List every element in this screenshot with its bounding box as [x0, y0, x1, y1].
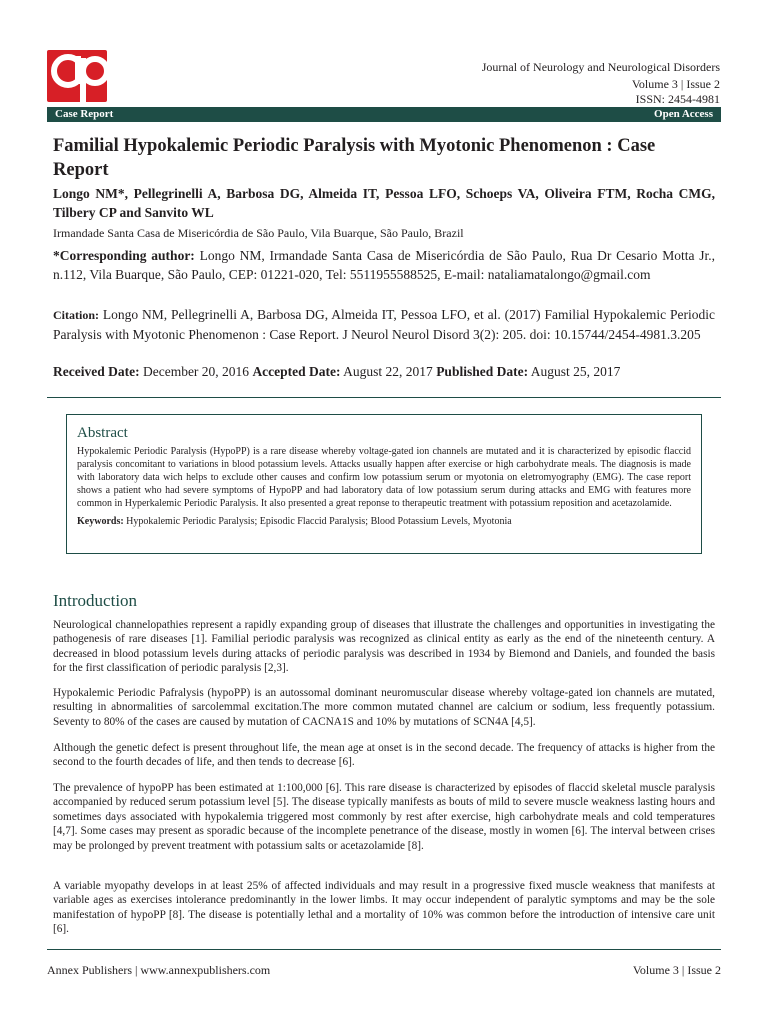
footer-divider — [47, 949, 721, 950]
abstract-box — [66, 414, 702, 554]
published-date: August 25, 2017 — [530, 364, 621, 379]
open-access-label: Open Access — [654, 108, 713, 120]
header-bar — [47, 107, 721, 122]
citation-text: Longo NM, Pellegrinelli A, Barbosa DG, Almeida IT, Pessoa LFO, et al. (2017) Familial Hypokalemic Periodic Paralysis with Myotonic Phenomenon : Case Report. J Neurol Neurol Disord 3(2): 205. doi: 10.15744/2454-4981.3.205 — [53, 307, 715, 342]
article-type-label: Case Report — [55, 108, 114, 120]
intro-paragraph-5: A variable myopathy develops in at least 25% of affected individuals and may result in a progressive fixed muscle weakness that manifests at variable ages as exercises intolerance predominantly in the lower limbs. It may occur independent of paralytic symptoms and may be the sole manifestation of hypoPP [8]. The disease is potentially lethal and a mortality of 10% was common before the introduction of intensive care unit [6]. — [53, 880, 715, 936]
accepted-label: Accepted Date: — [252, 364, 341, 379]
corresponding-label: *Corresponding author: — [53, 248, 195, 263]
footer-publisher: Annex Publishers | www.annexpublishers.com — [47, 963, 271, 977]
intro-paragraph-4: The prevalence of hypoPP has been estimated at 1:100,000 [6]. This rare disease is characterized by episodes of flaccid skeletal muscle paralysis accompanied by reduced serum potassium level [5]. The disease typically manifests as bouts of mild to severe muscle weakness lasting hours and sometimes days associated with hypokalemia triggered most commonly by rest after exercise, high carbohydrate meals and cold temperatures [4,7]. Some cases may present as sporadic because of the incomplete penetrance of the disease, mostly in women [6]. The interval between crises may be prolonged by prevent treatment with potassium salts or acetazolamide [8]. — [53, 782, 715, 852]
volume-issue: Volume 3 | Issue 2 — [631, 77, 720, 91]
authors: Longo NM*, Pellegrinelli A, Barbosa DG, Almeida IT, Pessoa LFO, Schoeps VA, Oliveira FTM, Rocha CMG, Tilbery CP and Sanvito WL — [53, 186, 715, 220]
issn: ISSN: 2454-4981 — [635, 92, 720, 106]
article-title: Familial Hypokalemic Periodic Paralysis with Myotonic Phenomenon : Case Report — [53, 136, 656, 180]
abstract-heading: Abstract — [77, 425, 128, 441]
citation — [53, 305, 715, 344]
accepted-date: August 22, 2017 — [343, 364, 433, 379]
dates-line — [53, 362, 620, 381]
journal-name: Journal of Neurology and Neurological Disorders — [481, 60, 720, 74]
keywords-label: Keywords: — [77, 516, 124, 527]
received-label: Received Date: — [53, 364, 140, 379]
introduction-heading: Introduction — [53, 591, 138, 610]
footer-volume: Volume 3 | Issue 2 — [632, 963, 721, 977]
intro-paragraph-1: Neurological channelopathies represent a rapidly expanding group of diseases that illustrate the challenges and opportunities in investigating the pathogenesis of rare diseases [1]. Familial periodic paralysis was recognized as clinical entity as early as the end of the nineteenth century. A decreased in blood potassium levels during attacks of periodic paralysis was described in 1934 by Biemond and Daniels, and founded the basis for the first classification of periodic paralysis [2,3]. — [53, 619, 715, 675]
citation-label: Citation: — [53, 308, 99, 322]
affiliation: Irmandade Santa Casa de Misericórdia de São Paulo, Vila Buarque, São Paulo, Brazil — [53, 226, 464, 240]
intro-paragraph-3: Although the genetic defect is present throughout life, the mean age at onset is in the second decade. The frequency of attacks is higher from the second to the fourth decades of life, and then tends to decrease [6]. — [53, 742, 715, 769]
received-date: December 20, 2016 — [142, 364, 250, 379]
intro-paragraph-2: Hypokalemic Periodic Pafralysis (hypoPP) is an autossomal dominant neuromuscular disease whereby voltage-gated ion channels are mutated, resulting in abnormalities of sarcolemmal excitation.The more common mutated channel are calcium or sodium, less frequently potassium. Seventy to 80% of the cases are caused by mutation of CACNA1S and 10% by mutations of SCN4A [4,5]. — [53, 687, 715, 728]
keywords-text: Hypokalemic Periodic Paralysis; Episodic Flaccid Paralysis; Blood Potassium Levels, Myotonia — [126, 516, 512, 527]
abstract-text: Hypokalemic Periodic Paralysis (HypoPP) is a rare disease whereby voltage-gated ion channels are mutated and it is characterized by episodic flaccid paralysis concomitant to variations in blood potassium levels. Attacks usually happen after exercise or high carbohydrate meals. The diagnosis is made with laboratory data wich helps to exclude other causes and confirm low potassium serum or myotonia on eletromyography (EMG). The case report shows a patient who had severe symptoms of HypoPP and had laboratory data of low potassium serum during attacks and EMG with features more common in Hyperkalemic Periodic Paralysis. It also presented a great reponse to therapeutic treatment with potassium reposition and acetazolamide. — [77, 446, 691, 509]
corresponding-text: Longo NM, Irmandade Santa Casa de Misericórdia de São Paulo, Rua Dr Cesario Motta Jr., n.112, Vila Buarque, São Paulo, CEP: 01221-020, Tel: 5511955588525, E-mail: nataliamatalongo@gmail.com — [53, 248, 715, 282]
corresponding-author — [53, 246, 715, 284]
divider — [47, 397, 721, 398]
keywords — [77, 515, 691, 528]
publisher-logo — [47, 50, 107, 102]
published-label: Published Date: — [436, 364, 529, 379]
